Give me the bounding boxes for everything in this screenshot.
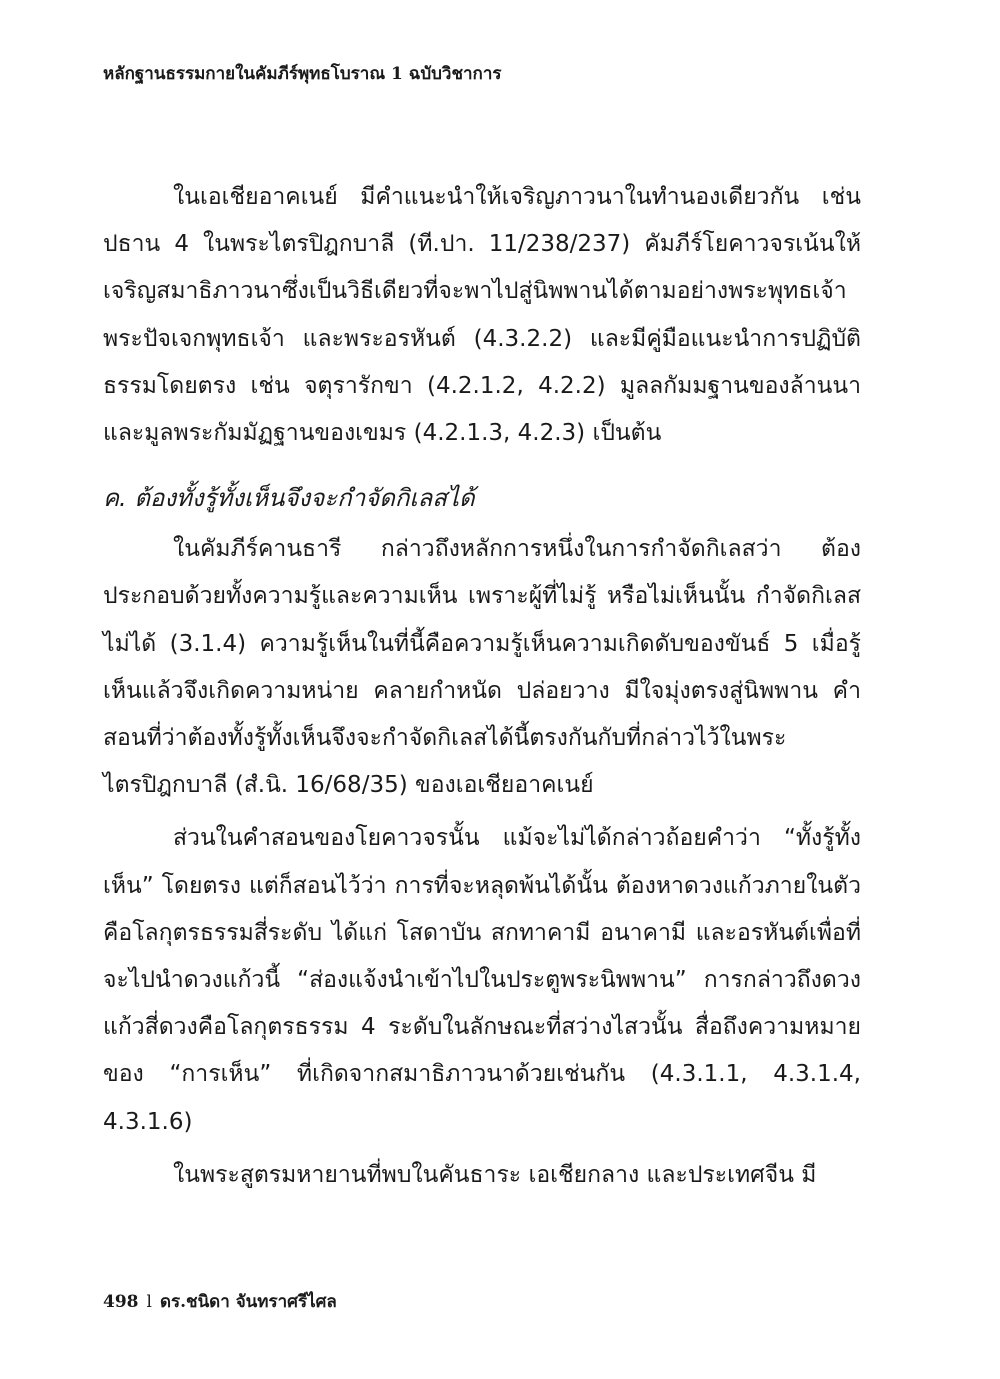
section-heading: ค. ต้องทั้งรู้ทั้งเห็นจึงจะกำจัดกิเลสได้ — [103, 484, 475, 513]
page-body — [103, 174, 861, 1199]
body-paragraph-mahayana: ในพระสูตรมหายานที่พบในคันธาระ เอเชียกลาง และประเทศจีน มี — [173, 1161, 817, 1188]
running-header: หลักฐานธรรมกายในคัมภีร์พุทธโบราณ 1 ฉบับวิชาการ — [103, 64, 502, 84]
body-paragraph-gandhari: ในคัมภีร์คานธารี กล่าวถึงหลักการหนึ่งในการกำจัดกิเลสว่า ต้องประกอบด้วยทั้งความรู้และความเห็น เพราะผู้ที่ไม่รู้ หรือไม่เห็นนั้น กำจัดกิเลสไม่ได้ (3.1.4) ความรู้เห็นในที่นี้คือความรู้เห็นความเกิดดับของขันธ์ 5 เมื่อรู้เห็นแล้วจึงเกิดความหน่าย คลายกำหนัด ปล่อยวาง มีใจมุ่งตรงสู่นิพพาน คำสอนที่ว่าต้องทั้งรู้ทั้งเห็นจึงจะกำจัดกิเลสได้นี้ตรงกันกับที่กล่าวไว้ในพระไตรปิฎกบาลี (สํ.นิ. 16/68/35) ของเอเชียอาคเนย์ — [103, 536, 861, 799]
page-footer — [103, 1290, 337, 1314]
author-name: ดร.ชนิดา จันทราศรีไศล — [159, 1292, 337, 1312]
body-paragraph-southeast-asia: ในเอเชียอาคเนย์ มีคำแนะนำให้เจริญภาวนาในทำนองเดียวกัน เช่น ปธาน 4 ในพระไตรปิฎกบาลี (ที.ปา. 11/238/237) คัมภีร์โยคาวจรเน้นให้เจริญสมาธิภาวนาซึ่งเป็นวิธีเดียวที่จะพาไปสู่นิพพานได้ตามอย่างพระพุทธเจ้า พระปัจเจกพุทธเจ้า และพระอรหันต์ (4.3.2.2) และมีคู่มือแนะนำการปฏิบัติธรรมโดยตรง เช่น จตุรารักขา (4.2.1.2, 4.2.2) มูลลกัมมฐานของล้านนา และมูลพระกัมมัฏฐานของเขมร (4.2.1.3, 4.2.3) เป็นต้น — [103, 184, 861, 447]
body-paragraph-yogavacara: ส่วนในคำสอนของโยคาวจรนั้น แม้จะไม่ได้กล่าวถ้อยคำว่า “ทั้งรู้ทั้งเห็น” โดยตรง แต่ก็สอนไว้ว่า การที่จะหลุดพ้นได้นั้น ต้องหาดวงแก้วภายในตัวคือโลกุตรธรรมสี่ระดับ ได้แก่ โสดาบัน สกทาคามี อนาคามี และอรหันต์เพื่อที่จะไปนำดวงแก้วนี้ “ส่องแจ้งนำเข้าไปในประตูพระนิพพาน” การกล่าวถึงดวงแก้วสี่ดวงคือโลกุตรธรรม 4 ระดับในลักษณะที่สว่างไสวนั้น สื่อถึงความหมายของ “การเห็น” ที่เกิดจากสมาธิภาวนาด้วยเช่นกัน (4.3.1.1, 4.3.1.4, 4.3.1.6) — [103, 825, 861, 1135]
footer-separator: l — [146, 1292, 152, 1312]
page-number: 498 — [103, 1292, 139, 1312]
